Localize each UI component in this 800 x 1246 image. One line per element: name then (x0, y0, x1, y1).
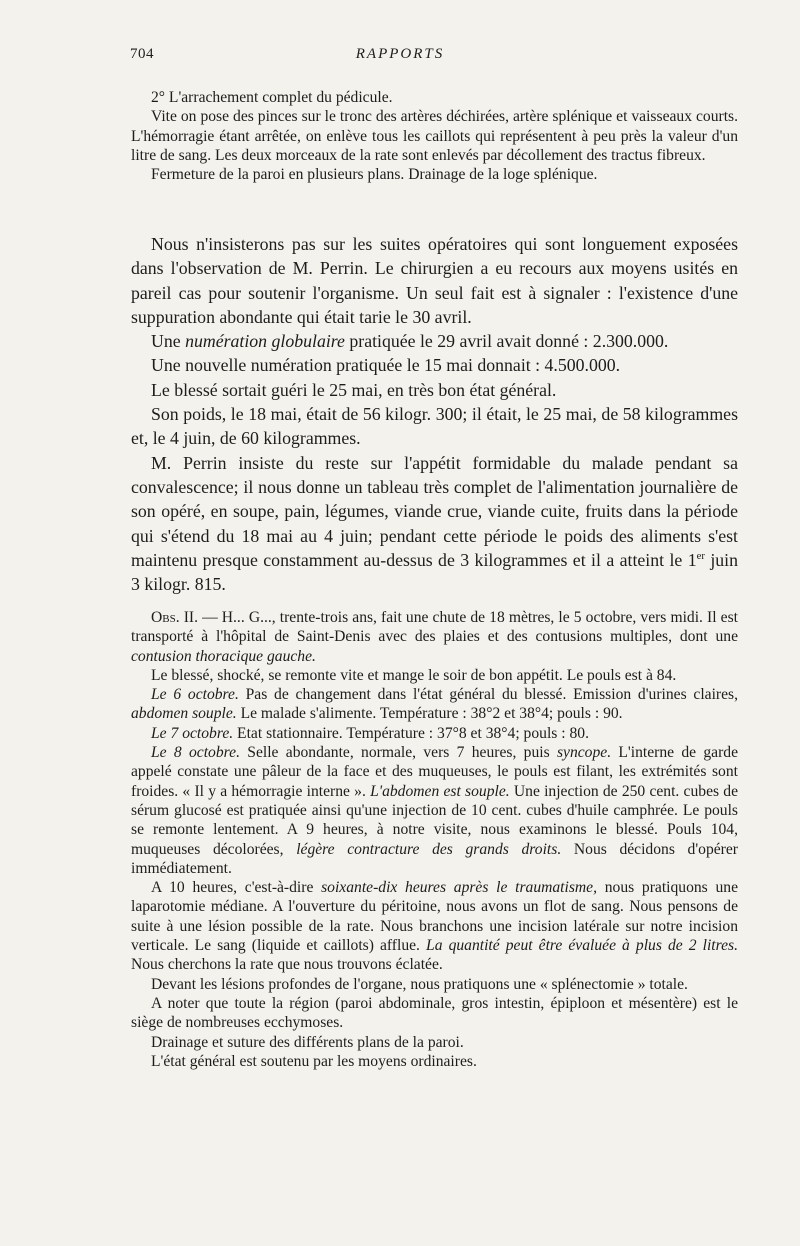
page-header (0, 46, 800, 66)
paragraph: Le 8 octobre. Selle abondante, normale, vers 7 heures, puis syncope. L'interne de garde appelé constate une pâleur de la face et des muqueuses, le pouls est filant, les extrémités sont froides. « Il y a hémorragie interne ». L'abdomen est souple. Une injection de 250 cent. cubes de sérum glucosé est pratiquée ainsi qu'une injection de 10 cent. cubes d'huile camphrée. Le pouls se remonte lentement. A 9 heures, à notre visite, nous examinons le blessé. Pouls 104, muqueuses décolorées, légère contracture des grands droits. Nous décidons d'opérer immédiatement. (131, 744, 739, 877)
date-label: Le 6 octobre. (151, 686, 239, 704)
paragraph: L'état général est soutenu par les moyens ordinaires. (151, 1052, 477, 1070)
emphasis: abdomen souple. (131, 705, 237, 723)
paragraph: Le 7 octobre. Etat stationnaire. Température : 37°8 et 38°4; pouls : 80. (151, 724, 589, 742)
paragraph: Une nouvelle numération pratiquée le 15 mai donnait : 4.500.000. (151, 355, 621, 376)
date-label: Le 7 octobre. (151, 724, 234, 742)
section-commentary (131, 232, 738, 596)
paragraph: Fermeture de la paroi en plusieurs plans. Drainage de la loge splénique. (151, 166, 598, 184)
emphasis: numération globulaire (185, 331, 345, 352)
date-label: Le 8 octobre. (151, 744, 240, 762)
emphasis: légère contracture des grands droits. (296, 840, 562, 858)
section-observation-2 (131, 608, 738, 1071)
section-operation-end (131, 88, 738, 184)
paragraph: A 10 heures, c'est-à-dire soixante-dix heures après le traumatisme, nous pratiquons une laparotomie médiane. A l'ouverture du péritoine, nous avons un flot de sang. Nous pensons de suite à une lésion possible de la rate. Nous branchons une incision latérale sur notre incision verticale. Le sang (liquide et caillots) afflue. La quantité peut être évaluée à plus de 2 litres. Nous cherchons la rate que nous trouvons éclatée. (131, 879, 739, 974)
paragraph: M. Perrin insiste du reste sur l'appétit formidable du malade pendant sa convalescence; il nous donne un tableau très complet de l'alimentation journalière de son opéré, en soupe, pain, légumes, viande crue, viande cuite, fruits dans la période qui s'étend du 18 mai au 4 juin; pendant cette période le poids des aliments s'est maintenu presque constamment au-dessus de 3 kilogrammes et il a atteint le 1er juin 3 kilogr. 815. (131, 452, 738, 595)
paragraph: 2° L'arrachement complet du pédicule. (151, 89, 393, 106)
running-title: RAPPORTS (355, 46, 445, 62)
paragraph: Le blessé, shocké, se remonte vite et mange le soir de bon appétit. Le pouls est à 84. (151, 666, 677, 684)
emphasis: soixante-dix heures après le traumatisme, (321, 879, 597, 897)
emphasis: L'abdomen est souple. (370, 782, 510, 800)
emphasis: syncope. (556, 744, 612, 762)
paragraph: Nous n'insisterons pas sur les suites opératoires qui sont longuement exposées dans l'observation de M. Perrin. Le chirurgien a eu recours aux moyens usités en pareil cas pour soutenir l'organisme. Un seul fait est à signaler : l'existence d'une suppuration abondante qui était tarie le 30 avril. (131, 234, 738, 327)
paragraph: Une numération globulaire pratiquée le 29 avril avait donné : 2.300.000. (151, 331, 669, 352)
superscript: er (696, 549, 705, 562)
paragraph: Drainage et suture des différents plans de la paroi. (151, 1033, 464, 1051)
paragraph: Le blessé sortait guéri le 25 mai, en très bon état général. (151, 379, 557, 400)
paragraph: Son poids, le 18 mai, était de 56 kilogr. 300; il était, le 25 mai, de 58 kilogrammes et, le 4 juin, de 60 kilogrammes. (131, 404, 738, 449)
paragraph: Vite on pose des pinces sur le tronc des artères déchirées, artère splénique et vaisseaux courts. L'hémorragie étant arrêtée, on enlève tous les caillots qui représentent à peu près la valeur d'un litre de sang. Les deux morceaux de la rate sont enlevés par décollement des tractus fibreux. (131, 108, 738, 164)
paragraph: A noter que toute la région (paroi abdominale, gros intestin, épiploon et mésentère) est le siège de nombreuses ecchymoses. (131, 994, 738, 1032)
page-number: 704 (130, 46, 154, 62)
observation-label: Obs. II. (151, 609, 198, 626)
observation-heading-paragraph: Obs. II. — H... G..., trente-trois ans, fait une chute de 18 mètres, le 5 octobre, vers midi. Il est transporté à l'hôpital de Saint-Denis avec des plaies et des contusions multiples, dont une contusion thoracique gauche. (131, 609, 738, 665)
emphasis: contusion thoracique gauche. (131, 647, 316, 665)
emphasis: La quantité peut être évaluée à plus de 2 litres. (426, 937, 739, 955)
paragraph: Devant les lésions profondes de l'organe, nous pratiquons une « splénectomie » totale. (151, 975, 688, 993)
paragraph: Le 6 octobre. Pas de changement dans l'état général du blessé. Emission d'urines claires, abdomen souple. Le malade s'alimente. Température : 38°2 et 38°4; pouls : 90. (131, 686, 738, 723)
